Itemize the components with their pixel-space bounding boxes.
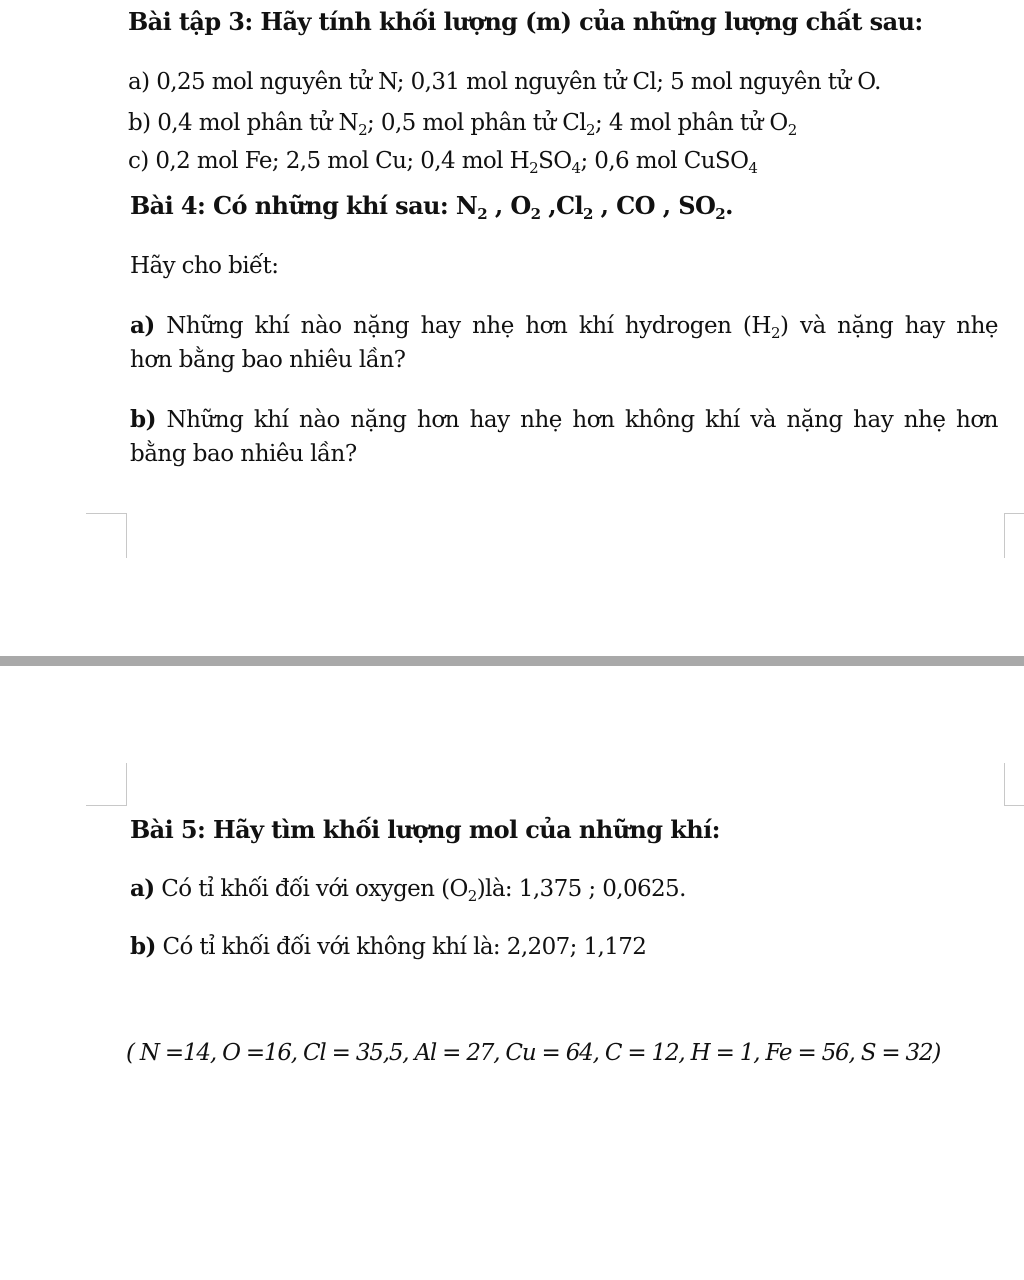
bai4-b-line-1 [130,403,998,437]
document-page-bottom [0,666,1024,1280]
bai5-a-sub-1: 2 [467,887,477,905]
bai5-a-text-2: )là: 1,375 ; 0,0625. [476,876,686,902]
bai4-title-text-4: , CO , SO [592,191,716,220]
bai5-b-text: Có tỉ khối đối với không khí là: 2,207; 1,172 [155,934,647,960]
bai4-a-sub-1: 2 [770,324,781,342]
bai3-title: Bài tập 3: Hãy tính khối lượng (m) của những lượng chất sau: [128,7,923,36]
bai3-b-sub-3: 2 [787,121,797,139]
bai5-item-b [130,932,646,962]
bai4-a-line-2: hơn bằng bao nhiêu lần? [130,347,406,373]
bai4-title-sub-1: 2 [477,205,488,223]
bai3-c-sub-1: 2 [529,159,539,177]
bai3-item-c [128,146,757,176]
bai3-c-text-1: c) 0,2 mol Fe; 2,5 mol Cu; 0,4 mol H [128,148,530,174]
bai3-c-text-3: ; 0,6 mol CuSO [580,148,749,174]
bai3-b-text-3: ; 4 mol phân tử O [594,110,788,136]
bai4-title-sub-4: 2 [715,205,726,223]
bai3-b-sub-1: 2 [358,121,368,139]
bai4-b-label: b) [130,406,156,433]
bai5-a-label: a) [130,875,155,902]
bai4-b-text-1: Những khí nào nặng hơn hay nhẹ hơn không khí và nặng hay nhẹ hơn [155,407,998,433]
bai4-title-text-5: . [725,191,733,220]
bai4-a-label: a) [130,312,155,339]
bai4-a-text-2: ) và nặng hay nhẹ [780,313,998,339]
bai3-c-sub-2: 4 [571,159,581,177]
bai4-a-text-1: Những khí nào nặng hay nhẹ hơn khí hydrogen (H [154,313,771,339]
bai4-question-b [130,403,998,471]
bai3-b-text-1: b) 0,4 mol phân tử N [128,110,359,136]
margin-corner-mark [1004,763,1024,806]
atomic-masses-note: ( N =14, O =16, Cl = 35,5, Al = 27, Cu = 64, C = 12, H = 1, Fe = 56, S = 32) [126,1040,941,1066]
bai4-b-line-2: bằng bao nhiêu lần? [130,441,357,467]
margin-corner-mark [86,513,127,558]
bai3-b-text-2: ; 0,5 mol phân tử Cl [367,110,587,136]
bai5-b-label: b) [130,933,156,960]
bai3-item-a: a) 0,25 mol nguyên tử N; 0,31 mol nguyên tử Cl; 5 mol nguyên tử O. [128,69,881,95]
bai4-title-text-1: Bài 4: Có những khí sau: N [130,191,478,220]
bai4-title-sub-3: 2 [583,205,593,223]
bai5-a-text-1: Có tỉ khối đối với oxygen (O [154,876,468,902]
bai4-title-text-3: ,Cl [540,191,584,220]
bai5-item-a [130,874,686,904]
bai4-question-a [130,309,998,377]
margin-corner-mark [86,763,127,806]
bai5-title: Bài 5: Hãy tìm khối lượng mol của những khí: [130,815,720,844]
margin-corner-mark [1004,513,1024,558]
bai4-intro: Hãy cho biết: [130,253,279,279]
bai4-a-line-1 [130,309,998,343]
bai3-item-b [128,108,797,138]
bai3-b-sub-2: 2 [586,121,595,139]
bai3-c-sub-3: 4 [748,159,758,177]
bai4-title-text-2: , O [487,191,531,220]
bai3-c-text-2: SO [538,148,572,174]
page-separator [0,656,1024,666]
bai4-title-sub-2: 2 [530,205,541,223]
bai4-title [130,191,733,221]
